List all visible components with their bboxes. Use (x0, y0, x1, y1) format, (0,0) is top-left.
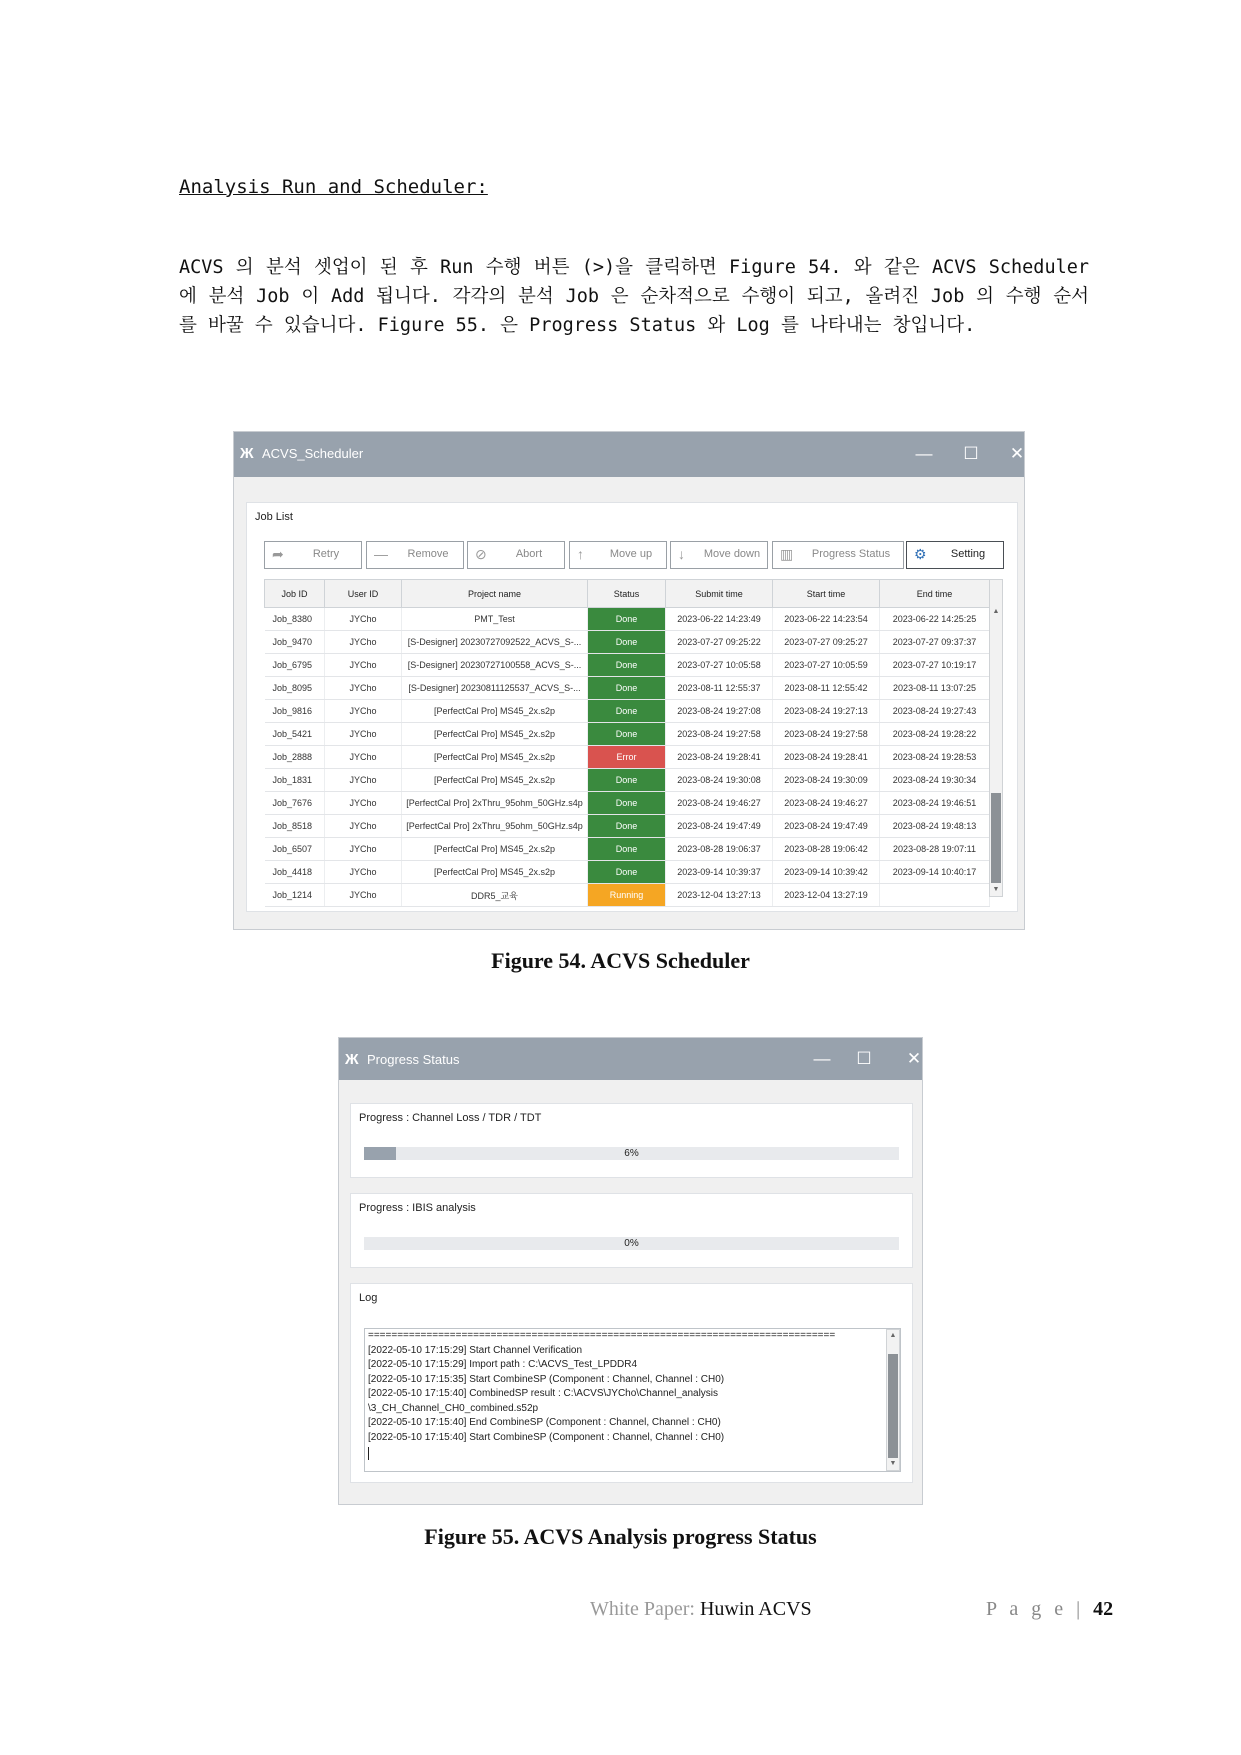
progress-channel-title: Progress : Channel Loss / TDR / TDT (359, 1112, 542, 1124)
table-cell: 2023-06-22 14:23:49 (666, 608, 773, 631)
table-cell: Job_2888 (265, 746, 325, 769)
table-cell: JYCho (325, 861, 402, 884)
table-cell: 2023-08-24 19:28:41 (666, 746, 773, 769)
table-cell: JYCho (325, 723, 402, 746)
status-badge: Done (588, 631, 666, 654)
table-row[interactable] (265, 815, 990, 838)
table-cell: Job_8518 (265, 815, 325, 838)
button-label: Abort (515, 548, 543, 560)
log-line: [2022-05-10 17:15:40] Start CombineSP (Component : Channel, Channel : CH0) (368, 1431, 725, 1443)
column-header[interactable]: Submit time (666, 580, 773, 608)
table-cell: 2023-07-27 09:37:37 (880, 631, 990, 654)
minimize-icon[interactable]: — (915, 444, 933, 463)
section-heading: Analysis Run and Scheduler: (179, 176, 488, 198)
scroll-down-icon[interactable]: ▼ (889, 1460, 897, 1467)
table-cell: 2023-08-11 12:55:37 (666, 677, 773, 700)
log-line: [2022-05-10 17:15:35] Start CombineSP (Component : Channel, Channel : CH0) (368, 1373, 725, 1385)
table-row[interactable] (265, 723, 990, 746)
status-badge: Done (588, 654, 666, 677)
footer-prefix: White Paper: (590, 1598, 695, 1620)
progress-bar-ibis (364, 1237, 899, 1250)
table-cell: 2023-08-24 19:28:22 (880, 723, 990, 746)
table-row[interactable] (265, 631, 990, 654)
table-row[interactable] (265, 677, 990, 700)
intro-paragraph: ACVS 의 분석 셋업이 된 후 Run 수행 버튼 (>)을 클릭하면 Figure 54. 와 같은 ACVS Scheduler 에 분석 Job 이 Add 됩니다. 각각의 분석 Job 은 순차적으로 수행이 되고, 올려진 Job 의 수행 순서를 바꿀 수 있습니다. Figure 55. 은 Progress Status 와 Log 를 나타내는 창입니다. (179, 257, 1089, 336)
figure-55-caption: Figure 55. ACVS Analysis progress Status (424, 1524, 817, 1549)
table-cell: 2023-08-28 19:07:11 (880, 838, 990, 861)
status-badge: Running (588, 884, 666, 907)
table-cell: JYCho (325, 700, 402, 723)
table-row[interactable] (265, 746, 990, 769)
table-cell: 2023-12-04 13:27:13 (666, 884, 773, 907)
status-badge: Done (588, 838, 666, 861)
progress-titlebar (339, 1038, 922, 1080)
progress-ibis-title: Progress : IBIS analysis (359, 1202, 476, 1214)
progress-panel-icon: ▥ (780, 546, 794, 562)
app-logo-icon: Ж (345, 1051, 359, 1068)
table-cell: [PerfectCal Pro] 2xThru_95ohm_50GHz.s4p (402, 815, 588, 838)
button-label: Setting (950, 548, 986, 560)
table-cell: Job_1214 (265, 884, 325, 907)
log-line: ================================================================================ (368, 1330, 836, 1341)
footer-title (590, 1598, 812, 1621)
column-header[interactable]: Job ID (265, 580, 325, 608)
table-cell: JYCho (325, 769, 402, 792)
table-cell: 2023-08-24 19:30:34 (880, 769, 990, 792)
table-cell: JYCho (325, 746, 402, 769)
table-cell: 2023-08-11 13:07:25 (880, 677, 990, 700)
log-scrollbar-thumb[interactable] (888, 1354, 898, 1458)
button-label: Progress Status (811, 548, 891, 560)
table-row[interactable] (265, 700, 990, 723)
table-cell: JYCho (325, 792, 402, 815)
table-cell (880, 884, 990, 907)
table-cell: 2023-08-24 19:27:43 (880, 700, 990, 723)
table-row[interactable] (265, 608, 990, 631)
table-cell: [PerfectCal Pro] MS45_2x.s2p (402, 861, 588, 884)
page-label: P a g e | (986, 1598, 1085, 1620)
table-cell: 2023-07-27 09:25:27 (773, 631, 880, 654)
table-cell: 2023-08-24 19:30:09 (773, 769, 880, 792)
progress-window (338, 1037, 923, 1505)
column-header[interactable]: User ID (325, 580, 402, 608)
table-cell: Job_4418 (265, 861, 325, 884)
button-label: Move down (703, 548, 761, 560)
table-cell: [S-Designer] 20230811125537_ACVS_S-... (402, 677, 588, 700)
move-down-button[interactable] (670, 541, 768, 569)
table-cell: 2023-08-24 19:46:27 (773, 792, 880, 815)
table-cell: Job_8380 (265, 608, 325, 631)
job-toolbar (264, 541, 1004, 569)
job-table (264, 579, 990, 907)
scheduler-titlebar (234, 432, 1024, 477)
progress-panel-channel (350, 1103, 913, 1178)
close-icon[interactable]: ✕ (906, 1049, 922, 1068)
progress-percent-channel: 6% (624, 1148, 639, 1159)
table-cell: JYCho (325, 677, 402, 700)
table-cell: JYCho (325, 838, 402, 861)
progress-status-button[interactable] (772, 541, 904, 569)
scroll-up-icon[interactable]: ▲ (889, 1332, 897, 1339)
table-cell: 2023-07-27 10:05:59 (773, 654, 880, 677)
table-cell: [PerfectCal Pro] MS45_2x.s2p (402, 723, 588, 746)
table-cell: 2023-08-24 19:46:51 (880, 792, 990, 815)
column-header[interactable]: Start time (773, 580, 880, 608)
scheduler-window (233, 431, 1025, 930)
app-logo-icon: Ж (240, 445, 254, 462)
table-cell: Job_6507 (265, 838, 325, 861)
log-line: \3_CH_Channel_CH0_combined.s52p (368, 1402, 539, 1414)
progress-bar-channel (364, 1147, 899, 1160)
abort-button[interactable] (467, 541, 565, 569)
setting-button[interactable] (906, 541, 1004, 569)
table-cell: 2023-08-28 19:06:42 (773, 838, 880, 861)
table-cell: JYCho (325, 815, 402, 838)
table-cell: Job_1831 (265, 769, 325, 792)
table-row[interactable] (265, 838, 990, 861)
progress-percent-ibis: 0% (624, 1238, 639, 1249)
table-cell: 2023-08-24 19:28:41 (773, 746, 880, 769)
table-cell: [S-Designer] 20230727092522_ACVS_S-... (402, 631, 588, 654)
column-header[interactable]: Project name (402, 580, 588, 608)
remove-button[interactable] (366, 541, 464, 569)
maximize-icon[interactable]: ☐ (963, 444, 979, 463)
table-cell: 2023-08-24 19:30:08 (666, 769, 773, 792)
table-cell: 2023-06-22 14:23:54 (773, 608, 880, 631)
table-cell: 2023-09-14 10:39:37 (666, 861, 773, 884)
column-header[interactable]: Status (588, 580, 666, 608)
table-cell: JYCho (325, 654, 402, 677)
table-cell: 2023-08-24 19:28:53 (880, 746, 990, 769)
arrow-down-icon: ↓ (678, 546, 685, 562)
table-cell: 2023-08-24 19:48:13 (880, 815, 990, 838)
status-badge: Done (588, 769, 666, 792)
log-scrollbar[interactable] (886, 1329, 900, 1471)
table-cell: 2023-08-11 12:55:42 (773, 677, 880, 700)
retry-arrow-icon: ➦ (272, 546, 284, 562)
table-cell: Job_9816 (265, 700, 325, 723)
arrow-up-icon: ↑ (577, 546, 584, 562)
text-cursor (368, 1447, 369, 1460)
table-cell: 2023-08-28 19:06:37 (666, 838, 773, 861)
table-cell: Job_7676 (265, 792, 325, 815)
table-row[interactable] (265, 769, 990, 792)
table-cell: 2023-08-24 19:47:49 (773, 815, 880, 838)
table-cell: Job_8095 (265, 677, 325, 700)
table-cell: 2023-08-24 19:46:27 (666, 792, 773, 815)
button-label: Remove (407, 548, 449, 560)
column-header[interactable]: End time (880, 580, 990, 608)
log-title: Log (359, 1292, 378, 1304)
status-badge: Done (588, 677, 666, 700)
table-cell: 2023-08-24 19:27:58 (666, 723, 773, 746)
table-cell: 2023-06-22 14:25:25 (880, 608, 990, 631)
figure-54-caption: Figure 54. ACVS Scheduler (491, 948, 750, 973)
button-label: Retry (312, 548, 340, 560)
table-row[interactable] (265, 861, 990, 884)
table-row[interactable] (265, 884, 990, 907)
status-badge: Error (588, 746, 666, 769)
footer-brand: Huwin ACVS (699, 1598, 812, 1620)
gear-icon: ⚙ (914, 546, 927, 562)
table-row[interactable] (265, 654, 990, 677)
table-cell: 2023-09-14 10:40:17 (880, 861, 990, 884)
progress-window-title: Progress Status (367, 1052, 460, 1067)
table-cell: [PerfectCal Pro] 2xThru_95ohm_50GHz.s4p (402, 792, 588, 815)
status-badge: Done (588, 815, 666, 838)
table-cell: Job_6795 (265, 654, 325, 677)
job-list-panel (246, 502, 1018, 912)
table-row[interactable] (265, 792, 990, 815)
job-table-header (265, 580, 990, 608)
retry-button[interactable] (264, 541, 362, 569)
log-line: [2022-05-10 17:15:29] Start Channel Verification (368, 1344, 583, 1356)
log-line: [2022-05-10 17:15:29] Import path : C:\ACVS_Test_LPDDR4 (368, 1359, 638, 1370)
status-badge: Done (588, 792, 666, 815)
minimize-icon[interactable]: — (813, 1049, 831, 1068)
scroll-up-icon[interactable]: ▲ (992, 608, 1000, 615)
status-badge: Done (588, 723, 666, 746)
table-cell: 2023-07-27 09:25:22 (666, 631, 773, 654)
table-cell: JYCho (325, 608, 402, 631)
table-cell: Job_9470 (265, 631, 325, 654)
job-list-title: Job List (255, 511, 293, 523)
abort-circle-icon: ⊘ (475, 546, 487, 562)
table-cell: 2023-08-24 19:27:13 (773, 700, 880, 723)
button-label: Move up (609, 548, 653, 560)
maximize-icon[interactable]: ☐ (856, 1049, 872, 1068)
status-badge: Done (588, 700, 666, 723)
table-cell: JYCho (325, 884, 402, 907)
table-cell: [PerfectCal Pro] MS45_2x.s2p (402, 838, 588, 861)
scrollbar-thumb[interactable] (991, 793, 1001, 883)
log-line: [2022-05-10 17:15:40] End CombineSP (Component : Channel, Channel : CH0) (368, 1417, 721, 1428)
table-cell: JYCho (325, 631, 402, 654)
table-cell: 2023-12-04 13:27:19 (773, 884, 880, 907)
table-cell: [S-Designer] 20230727100558_ACVS_S-... (402, 654, 588, 677)
log-panel (350, 1283, 913, 1483)
move-up-button[interactable] (569, 541, 667, 569)
table-cell: [PerfectCal Pro] MS45_2x.s2p (402, 746, 588, 769)
table-cell: 2023-07-27 10:05:58 (666, 654, 773, 677)
scroll-down-icon[interactable]: ▼ (992, 886, 1000, 893)
remove-dash-icon: — (374, 546, 388, 562)
table-cell: Job_5421 (265, 723, 325, 746)
table-cell: [PerfectCal Pro] MS45_2x.s2p (402, 769, 588, 792)
close-icon[interactable]: ✕ (1009, 444, 1025, 463)
log-textarea[interactable] (364, 1328, 901, 1472)
job-table-scrollbar[interactable] (989, 579, 1003, 897)
table-cell: 2023-09-14 10:39:42 (773, 861, 880, 884)
page-number-block (986, 1598, 1113, 1621)
table-cell: 2023-08-24 19:27:58 (773, 723, 880, 746)
table-cell: 2023-08-24 19:27:08 (666, 700, 773, 723)
status-badge: Done (588, 861, 666, 884)
page-number: 42 (1093, 1598, 1114, 1620)
table-cell: PMT_Test (402, 608, 588, 631)
table-cell: 2023-08-24 19:47:49 (666, 815, 773, 838)
table-cell: [PerfectCal Pro] MS45_2x.s2p (402, 700, 588, 723)
status-badge: Done (588, 608, 666, 631)
table-cell: DDR5_교육 (402, 884, 588, 907)
progress-panel-ibis (350, 1193, 913, 1268)
table-cell: 2023-07-27 10:19:17 (880, 654, 990, 677)
scheduler-title: ACVS_Scheduler (262, 446, 364, 461)
log-line: [2022-05-10 17:15:40] CombinedSP result : C:\ACVS\JYCho\Channel_analysis (368, 1388, 719, 1399)
